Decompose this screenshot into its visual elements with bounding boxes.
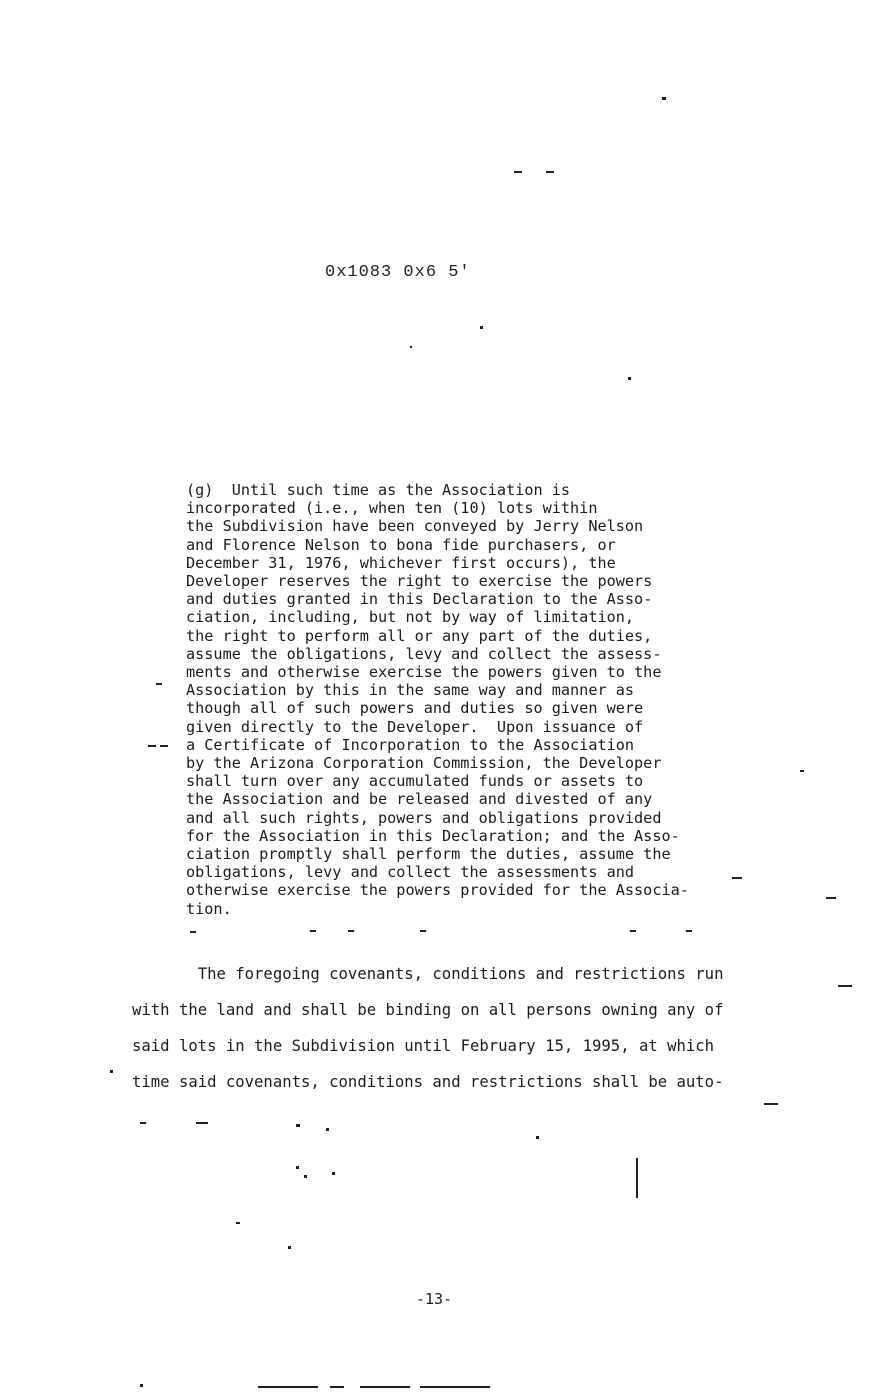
text-line: assume the obligations, levy and collect the assess-	[186, 644, 662, 663]
text-line: and Florence Nelson to bona fide purchasers, or	[186, 535, 616, 554]
text-line: said lots in the Subdivision until February 15, 1995, at which	[132, 1037, 715, 1055]
text-line: ciation, including, but not by way of limitation,	[186, 608, 635, 627]
text-line: ments and otherwise exercise the powers given to the	[186, 663, 662, 682]
text-line: though all of such powers and duties so given were	[186, 699, 644, 718]
text-line: the Subdivision have been conveyed by Jerry Nelson	[186, 517, 644, 536]
text-line: shall turn over any accumulated funds or assets to	[186, 772, 644, 791]
text-line: given directly to the Developer. Upon issuance of	[186, 717, 644, 736]
recording-stamp: 0x1083 0x6 5'	[325, 263, 471, 282]
text-line: ciation promptly shall perform the duties, assume the	[186, 845, 671, 864]
text-line: by the Arizona Corporation Commission, the Developer	[186, 754, 662, 773]
text-line: incorporated (i.e., when ten (10) lots within	[186, 499, 598, 518]
text-line: (g) Until such time as the Association is	[186, 481, 571, 499]
text-line: the right to perform all or any part of the duties,	[186, 626, 653, 645]
paragraph-covenants	[132, 956, 872, 1100]
text-line: December 31, 1976, whichever first occurs), the	[186, 553, 616, 572]
text-line: tion.	[186, 899, 232, 918]
paragraph-g	[186, 481, 786, 918]
text-line: and duties granted in this Declaration to the Asso-	[186, 590, 653, 609]
text-line: the Association and be released and divested of any	[186, 790, 653, 809]
text-line: a Certificate of Incorporation to the Association	[186, 735, 635, 754]
text-line: time said covenants, conditions and restrictions shall be auto-	[132, 1073, 724, 1091]
text-line: Developer reserves the right to exercise the powers	[186, 572, 653, 591]
text-line: with the land and shall be binding on all persons owning any of	[132, 1001, 724, 1019]
page-number: -13-	[416, 1290, 453, 1308]
text-line: Association by this in the same way and manner as	[186, 681, 635, 700]
text-line: obligations, levy and collect the assessments and	[186, 863, 635, 882]
text-line: for the Association in this Declaration; and the Asso-	[186, 826, 680, 845]
text-line: The foregoing covenants, conditions and restrictions run	[132, 965, 724, 983]
text-line: otherwise exercise the powers provided for the Associa-	[186, 881, 689, 900]
text-line: and all such rights, powers and obligations provided	[186, 808, 662, 827]
